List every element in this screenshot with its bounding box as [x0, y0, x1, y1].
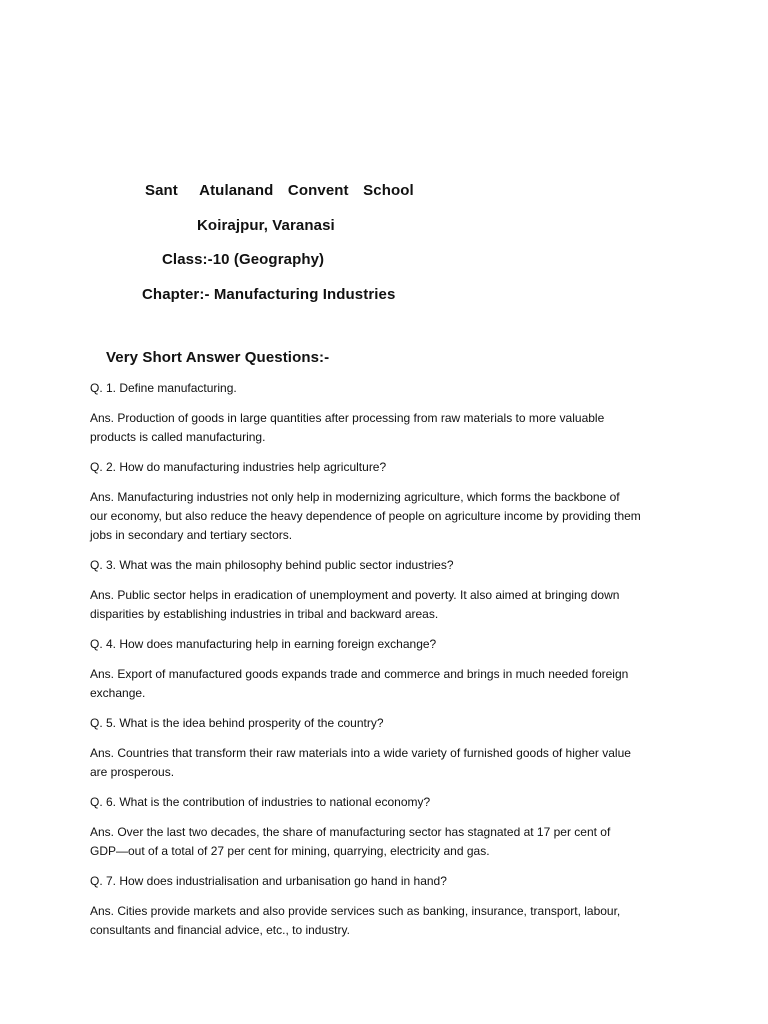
answer-line: are prosperous. — [90, 765, 175, 779]
answer-5 — [90, 744, 690, 782]
answer-line: disparities by establishing industries in tribal and backward areas. — [90, 607, 439, 621]
answer-4 — [90, 665, 690, 703]
answer-2 — [90, 488, 690, 545]
answer-line: products is called manufacturing. — [90, 430, 266, 444]
answer-3 — [90, 586, 690, 624]
question-3: Q. 3. What was the main philosophy behind public sector industries? — [90, 558, 454, 572]
question-6: Q. 6. What is the contribution of industries to national economy? — [90, 795, 431, 809]
question-2: Q. 2. How do manufacturing industries help agriculture? — [90, 460, 387, 474]
answer-line: consultants and financial advice, etc., to industry. — [90, 923, 350, 937]
school-name: Sant Atulanand Convent School — [145, 182, 414, 199]
chapter-title: Chapter:- Manufacturing Industries — [142, 286, 396, 303]
answer-line: Ans. Export of manufactured goods expands trade and commerce and brings in much needed foreign — [90, 667, 629, 681]
question-7: Q. 7. How does industrialisation and urbanisation go hand in hand? — [90, 874, 447, 888]
answer-line: GDP—out of a total of 27 per cent for mining, quarrying, electricity and gas. — [90, 844, 490, 858]
answer-6 — [90, 823, 690, 861]
answer-line: Ans. Over the last two decades, the share of manufacturing sector has stagnated at 17 per cent of — [90, 825, 611, 839]
answer-7 — [90, 902, 690, 940]
section-title: Very Short Answer Questions:- — [106, 349, 330, 366]
question-1: Q. 1. Define manufacturing. — [90, 381, 237, 395]
answer-line: exchange. — [90, 686, 146, 700]
answer-line: Ans. Production of goods in large quantities after processing from raw materials to more valuable — [90, 411, 605, 425]
answer-line: Ans. Cities provide markets and also provide services such as banking, insurance, transport, labour, — [90, 904, 621, 918]
answer-line: jobs in secondary and tertiary sectors. — [90, 528, 293, 542]
school-location: Koirajpur, Varanasi — [197, 217, 335, 234]
question-5: Q. 5. What is the idea behind prosperity of the country? — [90, 716, 384, 730]
answer-1 — [90, 409, 690, 447]
answer-line: Ans. Manufacturing industries not only help in modernizing agriculture, which forms the backbone of — [90, 490, 620, 504]
class-subject: Class:-10 (Geography) — [162, 251, 325, 268]
question-4: Q. 4. How does manufacturing help in earning foreign exchange? — [90, 637, 437, 651]
answer-line: our economy, but also reduce the heavy dependence of people on agriculture income by providing them — [90, 509, 641, 523]
answer-line: Ans. Countries that transform their raw materials into a wide variety of furnished goods of higher value — [90, 746, 631, 760]
answer-line: Ans. Public sector helps in eradication of unemployment and poverty. It also aimed at bringing down — [90, 588, 620, 602]
question-answer-list — [90, 379, 690, 951]
